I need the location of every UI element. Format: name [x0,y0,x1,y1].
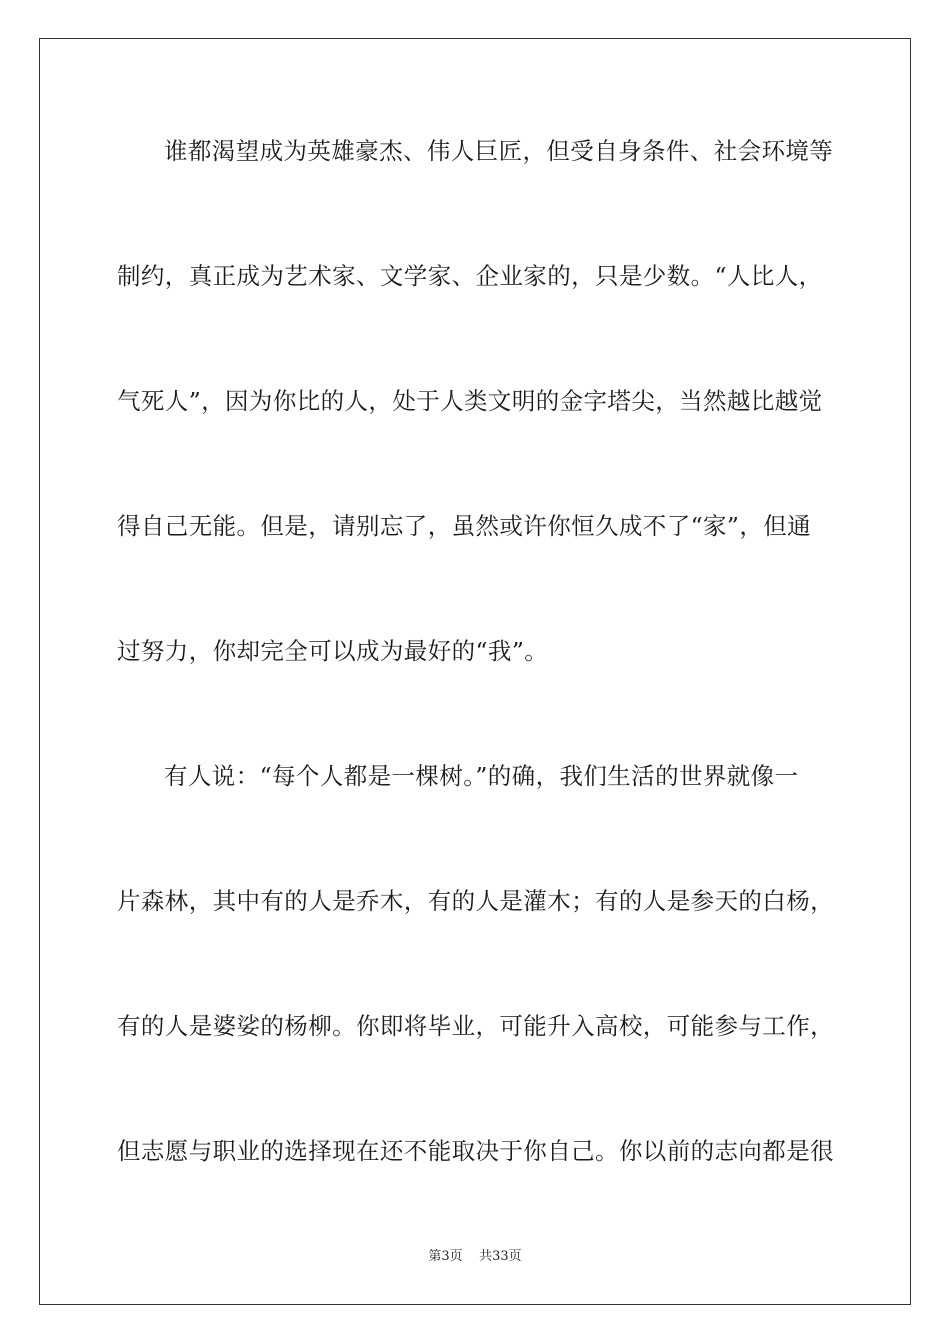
paragraph-2-line-1: 有人说：“每个人都是一棵树。”的确，我们生活的世界就像一 [164,762,799,790]
paragraph-1-line-2: 制约，真正成为艺术家、文学家、企业家的，只是少数。“人比人， [117,262,823,290]
paragraph-1-line-3: 气死人”，因为你比的人，处于人类文明的金字塔尖，当然越比越觉 [117,387,823,415]
page-number: 第3页 [428,1249,463,1264]
paragraph-2-line-2: 片森林，其中有的人是乔木，有的人是灌木；有的人是参天的白杨， [117,887,834,915]
page-footer [0,1249,950,1265]
paragraph-1-line-5: 过努力，你却完全可以成为最好的“我”。 [117,637,549,665]
page-border [39,38,911,1305]
page-total: 共33页 [479,1249,522,1264]
paragraph-1-line-1: 谁都渴望成为英雄豪杰、伟人巨匠，但受自身条件、社会环境等 [164,137,834,165]
paragraph-1-line-4: 得自己无能。但是，请别忘了，虽然或许你恒久成不了“家”，但通 [117,512,812,540]
paragraph-2-line-4: 但志愿与职业的选择现在还不能取决于你自己。你以前的志向都是很 [117,1137,834,1165]
paragraph-2-line-3: 有的人是婆娑的杨柳。你即将毕业，可能升入高校，可能参与工作， [117,1012,834,1040]
